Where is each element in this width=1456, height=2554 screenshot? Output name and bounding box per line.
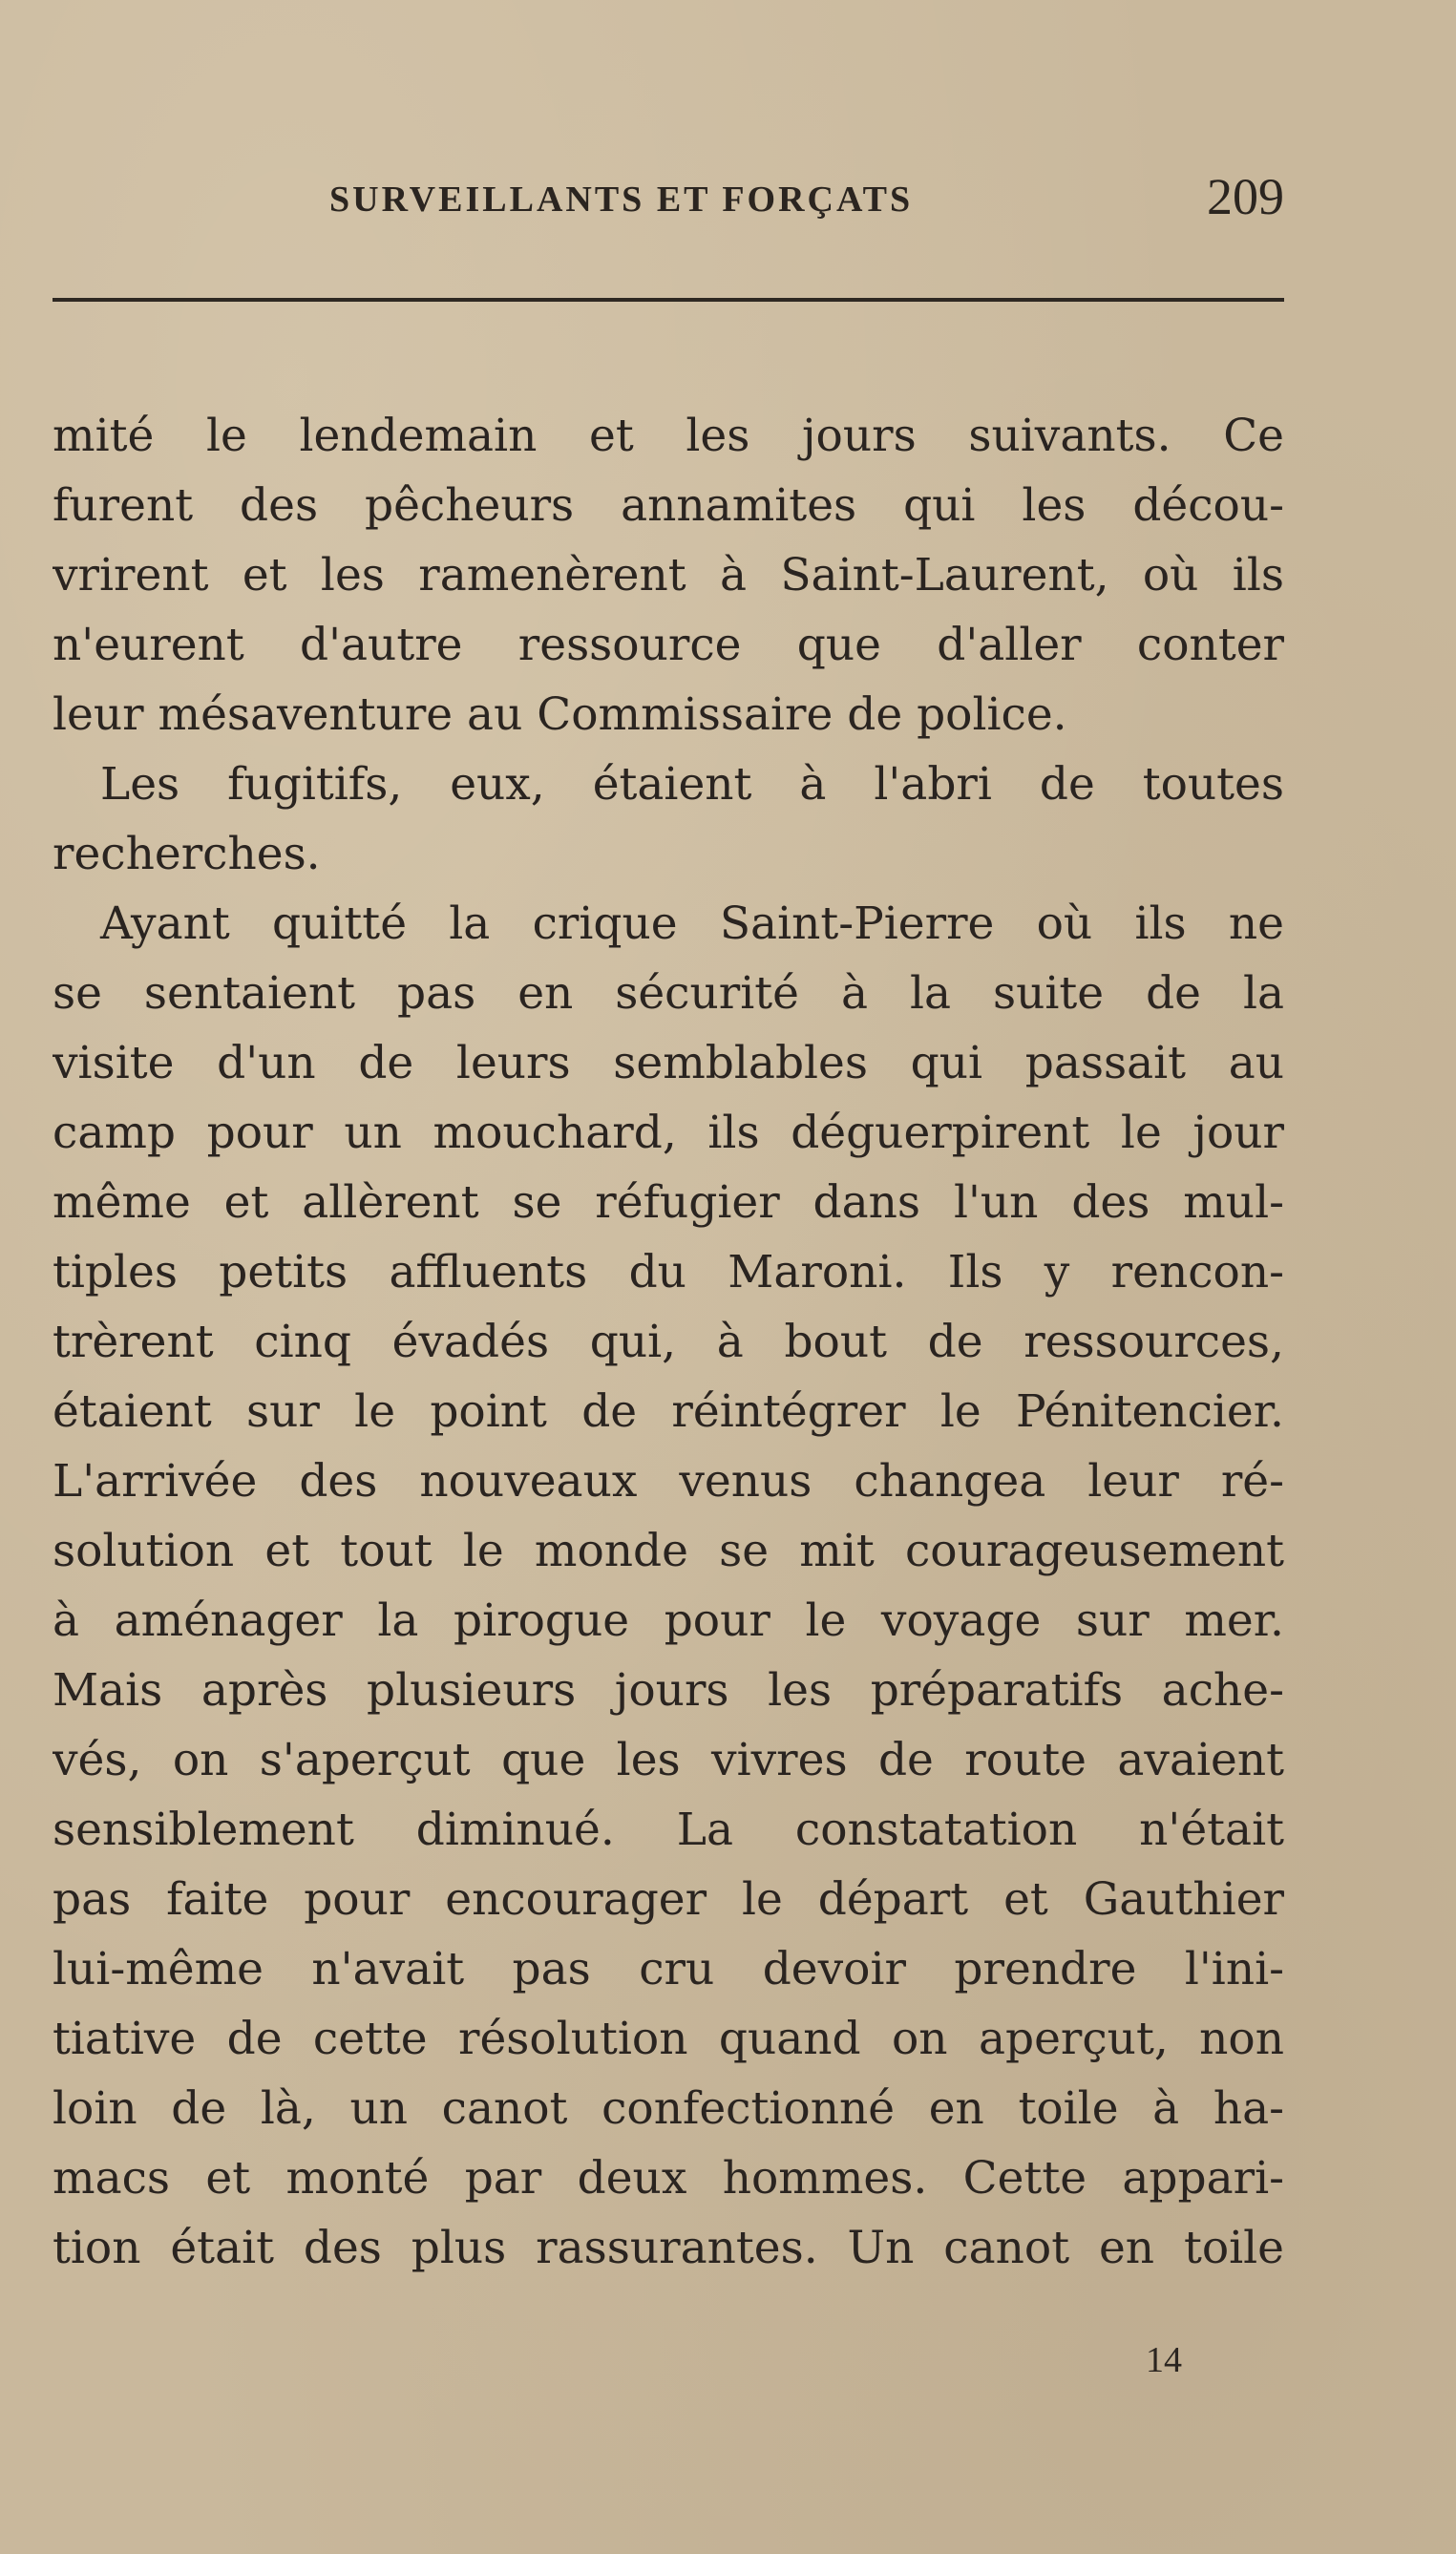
text-line: visite d'un de leurs semblables qui passait au xyxy=(53,1037,1284,1089)
text-line: même et allèrent se réfugier dans l'un des mul- xyxy=(53,1176,1284,1229)
text-line: macs et monté par deux hommes. Cette appari- xyxy=(53,2152,1284,2205)
book-page xyxy=(53,0,1284,2554)
text-line: vés, on s'aperçut que les vivres de route avaient xyxy=(53,1734,1284,1786)
header-rule xyxy=(53,298,1284,302)
text-line: tiative de cette résolution quand on aperçut, non xyxy=(53,2013,1284,2065)
text-line: étaient sur le point de réintégrer le Pénitencier. xyxy=(53,1385,1284,1438)
text-line: furent des pêcheurs annamites qui les décou- xyxy=(53,479,1284,532)
text-line: camp pour un mouchard, ils déguerpirent le jour xyxy=(53,1107,1284,1159)
text-line: loin de là, un canot confectionné en toile à ha- xyxy=(53,2082,1284,2135)
page-number: 209 xyxy=(1207,168,1284,225)
body-text xyxy=(53,401,1284,2283)
text-line: tiples petits affluents du Maroni. Ils y rencon- xyxy=(53,1246,1284,1298)
text-line: vrirent et les ramenèrent à Saint-Laurent, où ils xyxy=(53,549,1284,602)
text-line: pas faite pour encourager le départ et Gauthier xyxy=(53,1873,1284,1926)
text-line: n'eurent d'autre ressource que d'aller conter xyxy=(53,619,1284,671)
text-line: lui-même n'avait pas cru devoir prendre l'ini- xyxy=(53,1943,1284,1995)
signature-mark: 14 xyxy=(1146,2340,1182,2380)
text-line: leur mésaventure au Commissaire de police. xyxy=(53,688,1067,741)
text-line: tion était des plus rassurantes. Un canot en toile xyxy=(53,2222,1284,2274)
text-line: solution et tout le monde se mit courageusement xyxy=(53,1525,1284,1577)
text-line: mité le lendemain et les jours suivants. Ce xyxy=(53,410,1284,462)
text-line: recherches. xyxy=(53,828,321,880)
running-head xyxy=(53,167,1284,234)
text-line: trèrent cinq évadés qui, à bout de ressources, xyxy=(53,1316,1284,1368)
text-line: Ayant quitté la crique Saint-Pierre où ils ne xyxy=(100,897,1284,950)
text-line: L'arrivée des nouveaux venus changea leur ré- xyxy=(53,1455,1284,1508)
text-line: se sentaient pas en sécurité à la suite de la xyxy=(53,967,1284,1020)
running-title: SURVEILLANTS ET FORÇATS xyxy=(329,179,914,220)
text-line: à aménager la pirogue pour le voyage sur mer. xyxy=(53,1594,1284,1647)
text-line: sensiblement diminué. La constatation n'était xyxy=(53,1804,1284,1856)
text-line: Mais après plusieurs jours les préparatifs ache- xyxy=(53,1664,1284,1717)
text-line: Les fugitifs, eux, étaient à l'abri de toutes xyxy=(100,758,1284,811)
